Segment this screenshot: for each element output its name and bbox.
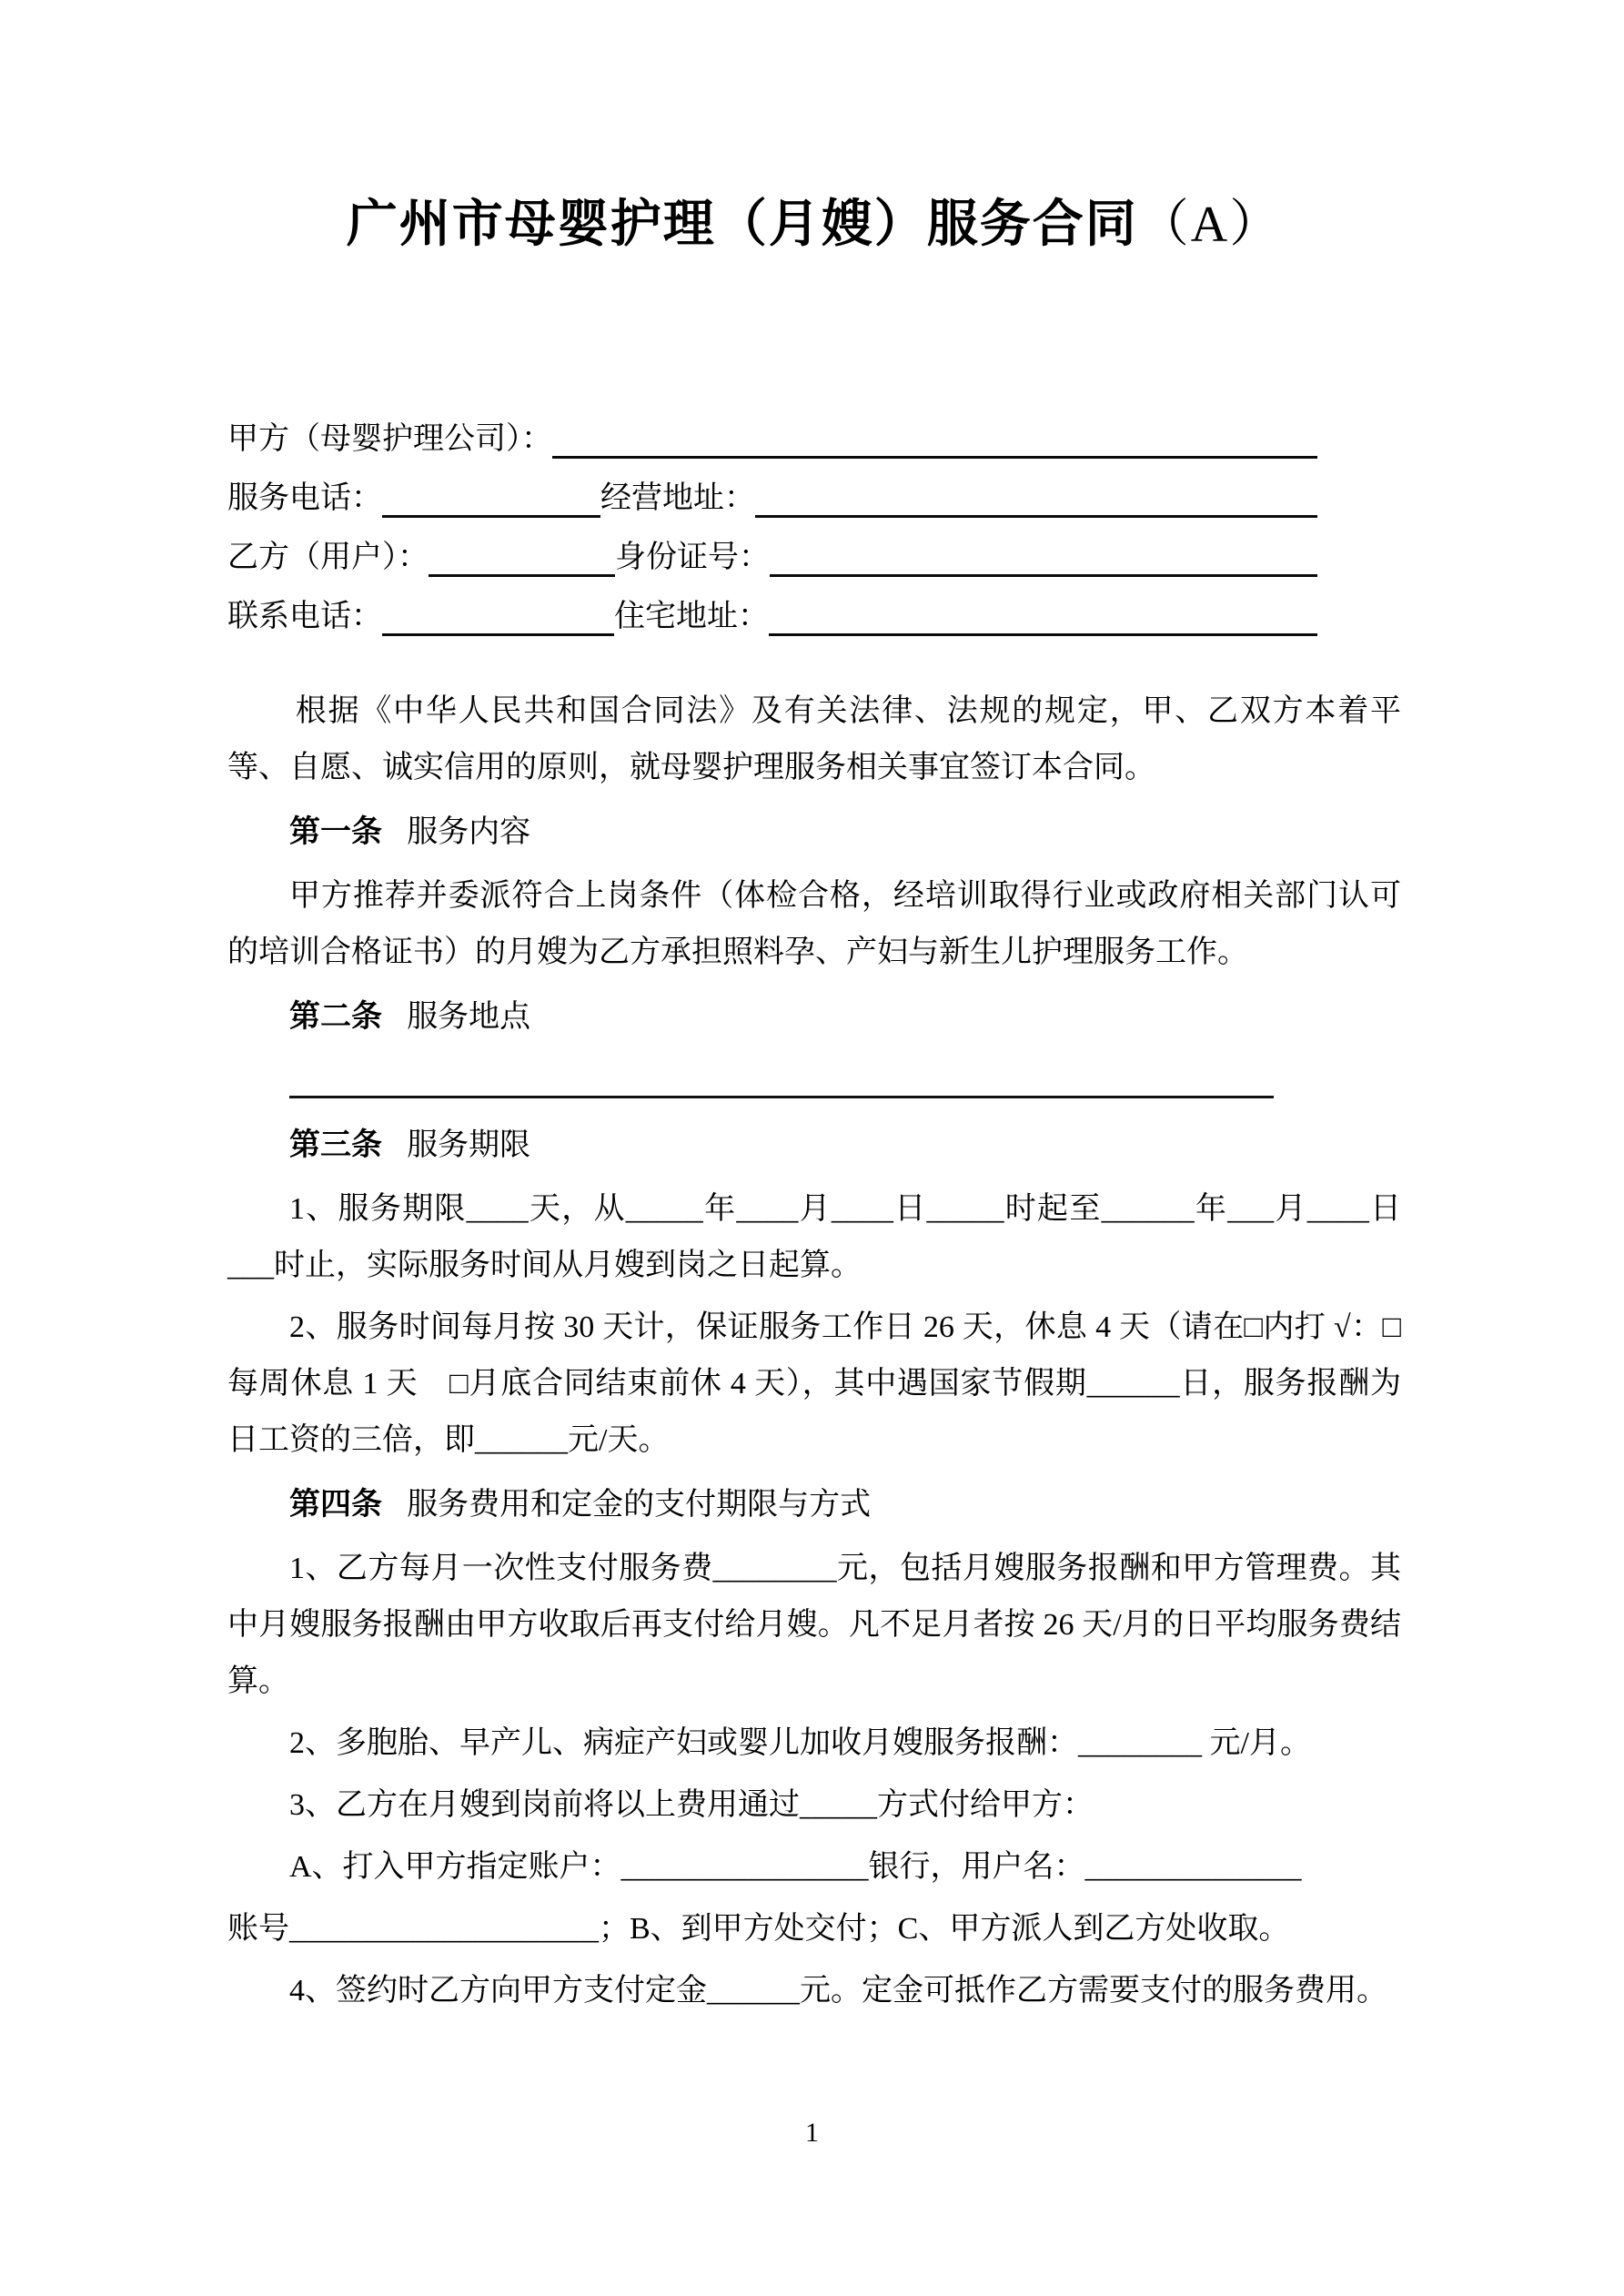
article3-number: 第三条 [289,1128,382,1162]
contact-phone-label: 联系电话： [227,600,382,633]
party-row-phone-address [227,464,1317,523]
article4-item2: 2、多胞胎、早产儿、病症产妇或婴儿加收月嫂服务报酬：________ 元/月。 [289,1726,1311,1760]
article4-item3a: A、打入甲方指定账户：________________银行，用户名：______________ [289,1850,1302,1884]
contract-body [227,683,1401,2019]
article3-heading [227,1117,1401,1174]
party-b-name-blank [429,538,615,577]
article1-title: 服务内容 [407,815,531,849]
party-row-contact [227,582,1317,642]
service-location-fill-line [289,1096,1274,1098]
article4-title: 服务费用和定金的支付期限与方式 [407,1488,872,1522]
party-info-block [227,405,1401,642]
id-number-label: 身份证号： [615,541,770,574]
article1-number: 第一条 [289,814,382,849]
party-b-label: 乙方（用户）： [227,541,429,574]
article3-title: 服务期限 [407,1128,531,1162]
article4-item3b: 账号____________________；B、到甲方处交付；C、甲方派人到乙方处收取。 [227,1912,1290,1946]
article4-item1: 1、乙方每月一次性支付服务费________元，包括月嫂服务报酬和甲方管理费。其中月嫂服务报酬由甲方收取后再支付给月嫂。凡不足月者按 26 天/月的日平均服务费结算。 [227,1552,1401,1698]
party-row-b [227,523,1317,582]
service-phone-blank [382,479,600,518]
page-number: 1 [805,2118,819,2148]
article4-heading [227,1476,1401,1533]
service-location-blank-row [227,1053,1401,1109]
home-address-label: 住宅地址： [614,600,769,633]
doc-title [227,0,1401,257]
service-phone-label: 服务电话： [227,481,382,515]
article4-item4: 4、签约时乙方向甲方支付定金______元。定金可抵作乙方需要支付的服务费用。 [289,1974,1387,2008]
article3-item1: 1、服务期限____天，从_____年____月____日_____时起至______年___月____日___时止，实际服务时间从月嫂到岗之日起算。 [227,1192,1401,1282]
article4-item3: 3、乙方在月嫂到岗前将以上费用通过_____方式付给甲方： [289,1788,1094,1822]
preamble-paragraph: 根据《中华人民共和国合同法》及有关法律、法规的规定，甲、乙双方本着平等、自愿、诚实信用的原则，就母婴护理服务相关事宜签订本合同。 [227,694,1401,784]
party-a-label: 甲方（母婴护理公司）： [227,422,552,456]
contact-phone-blank [382,597,614,636]
doc-title-main: 广州市母婴护理（月嫂）服务合同 [346,195,1138,252]
id-number-blank [770,538,1317,577]
article2-number: 第二条 [289,999,382,1034]
article2-heading [227,988,1401,1046]
article3-item2: 2、服务时间每月按 30 天计，保证服务工作日 26 天，休息 4 天（请在□内打 √：□每周休息 1 天 □月底合同结束前休 4 天），其中遇国家节假期______日，服务报酬为日工资的三倍，即______元/天。 [227,1310,1401,1457]
article2-title: 服务地点 [407,1000,531,1034]
article4-number: 第四条 [289,1487,382,1522]
doc-title-suffix: （A） [1137,197,1283,253]
party-a-name-blank [552,420,1317,459]
business-address-blank [755,479,1317,518]
article1-body: 甲方推荐并委派符合上岗条件（体检合格，经培训取得行业或政府相关部门认可的培训合格证书）的月嫂为乙方承担照料孕、产妇与新生儿护理服务工作。 [227,879,1401,969]
home-address-blank [769,597,1317,636]
article1-heading [227,804,1401,861]
business-address-label: 经营地址： [600,481,755,515]
party-row-a [227,405,1317,464]
